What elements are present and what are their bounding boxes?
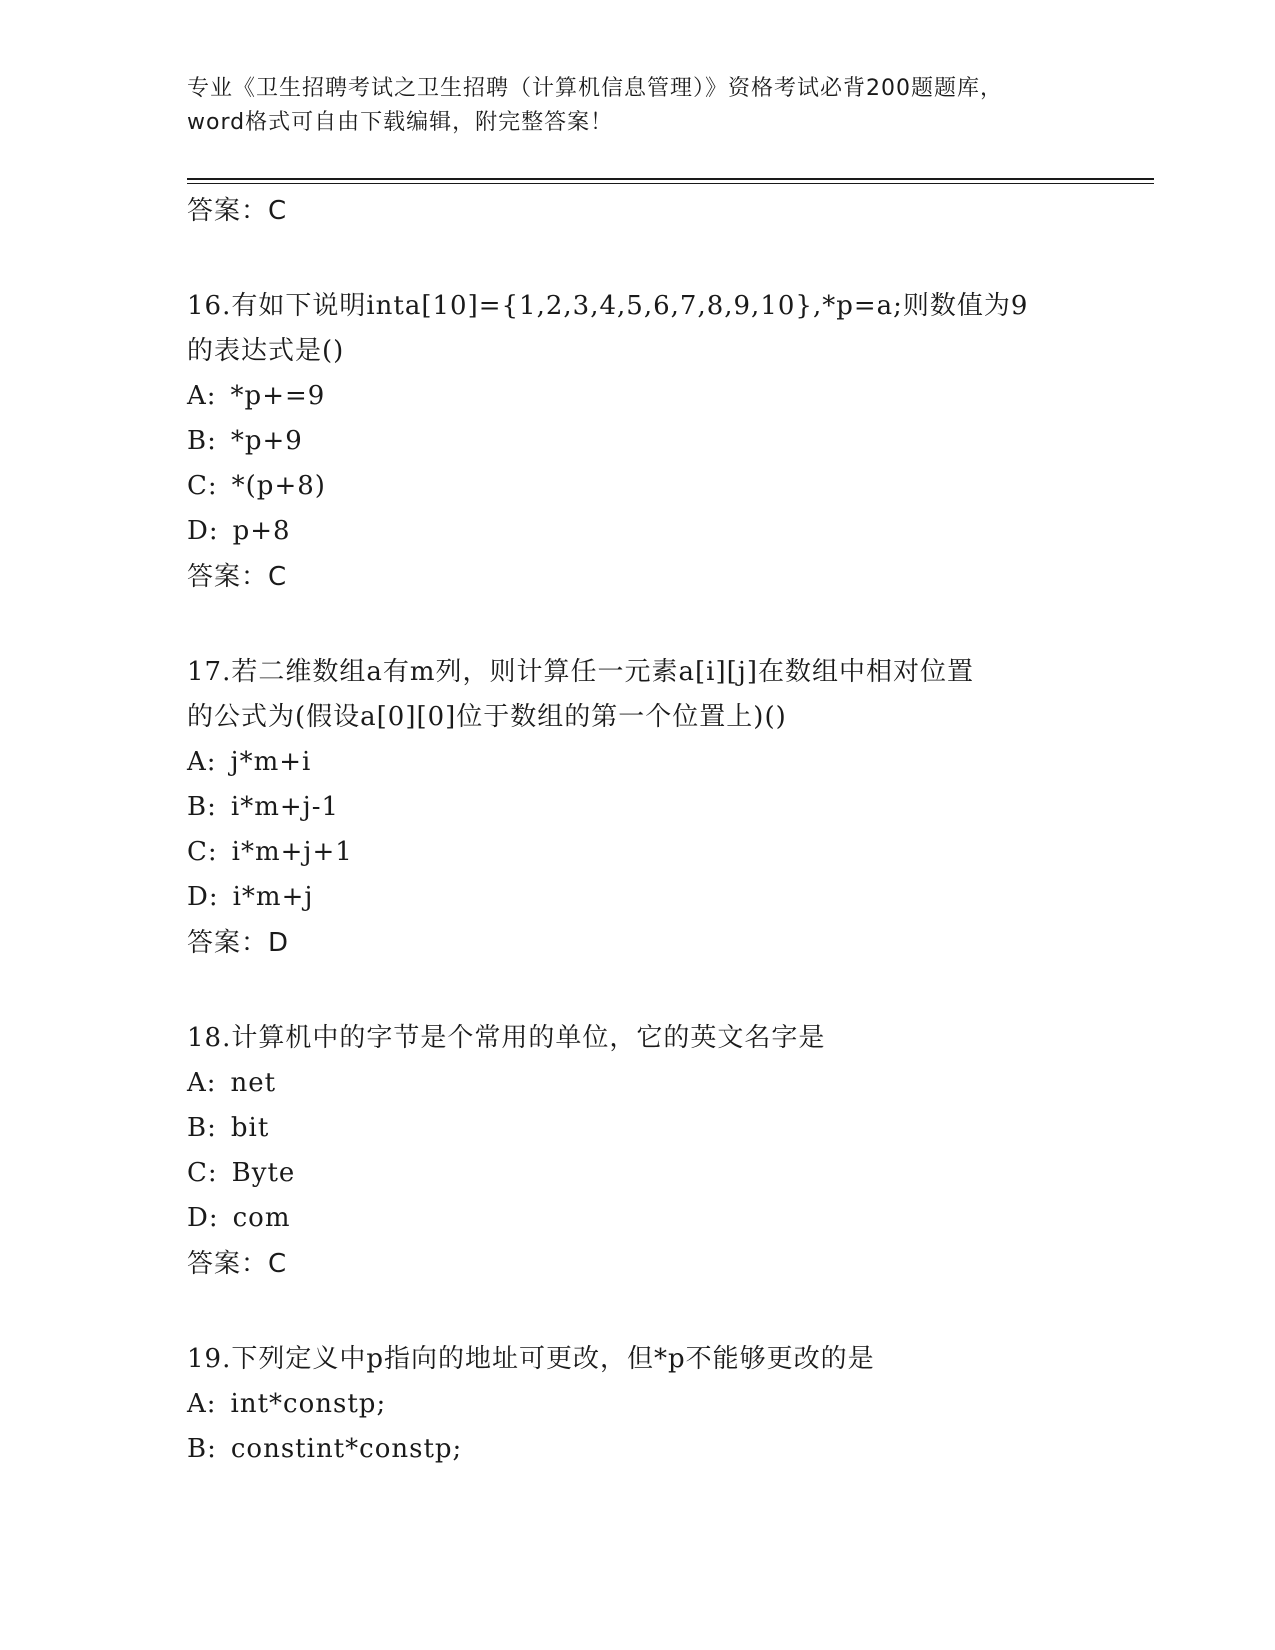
question-stem-line: 的表达式是(): [187, 336, 345, 366]
question-18: [187, 1016, 1087, 1287]
option-key: D:: [187, 1203, 219, 1233]
option-key: D:: [187, 516, 219, 546]
option-d: [187, 875, 1087, 920]
option-a: [187, 1061, 1087, 1106]
question-stem: [187, 1337, 1087, 1382]
option-key: D:: [187, 882, 219, 912]
question-stem-line: 18.计算机中的字节是个常用的单位，它的英文名字是: [187, 1023, 826, 1053]
option-text: p+8: [232, 516, 291, 546]
option-key: A:: [187, 747, 217, 777]
header-line-2: word格式可自由下载编辑，附完整答案！: [187, 110, 614, 135]
question-stem-line: 17.若二维数组a有m列，则计算任一元素a[i][j]在数组中相对位置: [187, 657, 974, 687]
option-b: [187, 1106, 1087, 1151]
option-c: [187, 1151, 1087, 1196]
question-stem-line: 的公式为(假设a[0][0]位于数组的第一个位置上)(): [187, 702, 787, 732]
option-key: C:: [187, 471, 218, 501]
question-stem: [187, 284, 1087, 374]
option-b: [187, 419, 1087, 464]
option-d: [187, 509, 1087, 554]
option-text: *(p+8): [231, 471, 326, 501]
question-19: [187, 1337, 1087, 1472]
option-c: [187, 464, 1087, 509]
option-key: B:: [187, 1434, 217, 1464]
header-divider: [187, 178, 1154, 184]
option-key: A:: [187, 381, 217, 411]
option-c: [187, 830, 1087, 875]
option-key: B:: [187, 426, 217, 456]
option-a: [187, 374, 1087, 419]
answer: 答案：D: [187, 928, 290, 958]
option-text: i*m+j-1: [230, 792, 340, 822]
option-key: C:: [187, 1158, 218, 1188]
option-text: net: [230, 1068, 277, 1098]
option-key: B:: [187, 1113, 217, 1143]
option-key: A:: [187, 1389, 217, 1419]
question-stem: [187, 1016, 1087, 1061]
question-16: [187, 284, 1087, 600]
page-header: [187, 72, 1087, 140]
question-stem-line: 19.下列定义中p指向的地址可更改，但*p不能够更改的是: [187, 1344, 875, 1374]
option-text: Byte: [231, 1158, 296, 1188]
question-list: [187, 188, 1087, 1472]
question-stem-line: 16.有如下说明inta[10]={1,2,3,4,5,6,7,8,9,10},*p=a;则数值为9: [187, 291, 1029, 321]
option-text: bit: [230, 1113, 270, 1143]
option-text: j*m+i: [230, 747, 312, 777]
option-text: *p+9: [230, 426, 303, 456]
option-a: [187, 1382, 1087, 1427]
option-text: *p+=9: [230, 381, 326, 411]
option-b: [187, 785, 1087, 830]
option-text: constint*constp;: [230, 1434, 463, 1464]
option-key: A:: [187, 1068, 217, 1098]
header-line-1: 专业《卫生招聘考试之卫生招聘（计算机信息管理）》资格考试必背200题题库，: [187, 76, 1003, 101]
option-text: com: [232, 1203, 291, 1233]
answer: 答案：C: [187, 562, 288, 592]
question-17: [187, 650, 1087, 966]
question-stem: [187, 650, 1087, 740]
option-d: [187, 1196, 1087, 1241]
option-text: i*m+j: [232, 882, 314, 912]
option-a: [187, 740, 1087, 785]
option-text: i*m+j+1: [231, 837, 353, 867]
option-key: C:: [187, 837, 218, 867]
option-b: [187, 1427, 1087, 1472]
answer-prev: 答案：C: [187, 196, 288, 226]
option-key: B:: [187, 792, 217, 822]
answer: 答案：C: [187, 1249, 288, 1279]
option-text: int*constp;: [230, 1389, 387, 1419]
